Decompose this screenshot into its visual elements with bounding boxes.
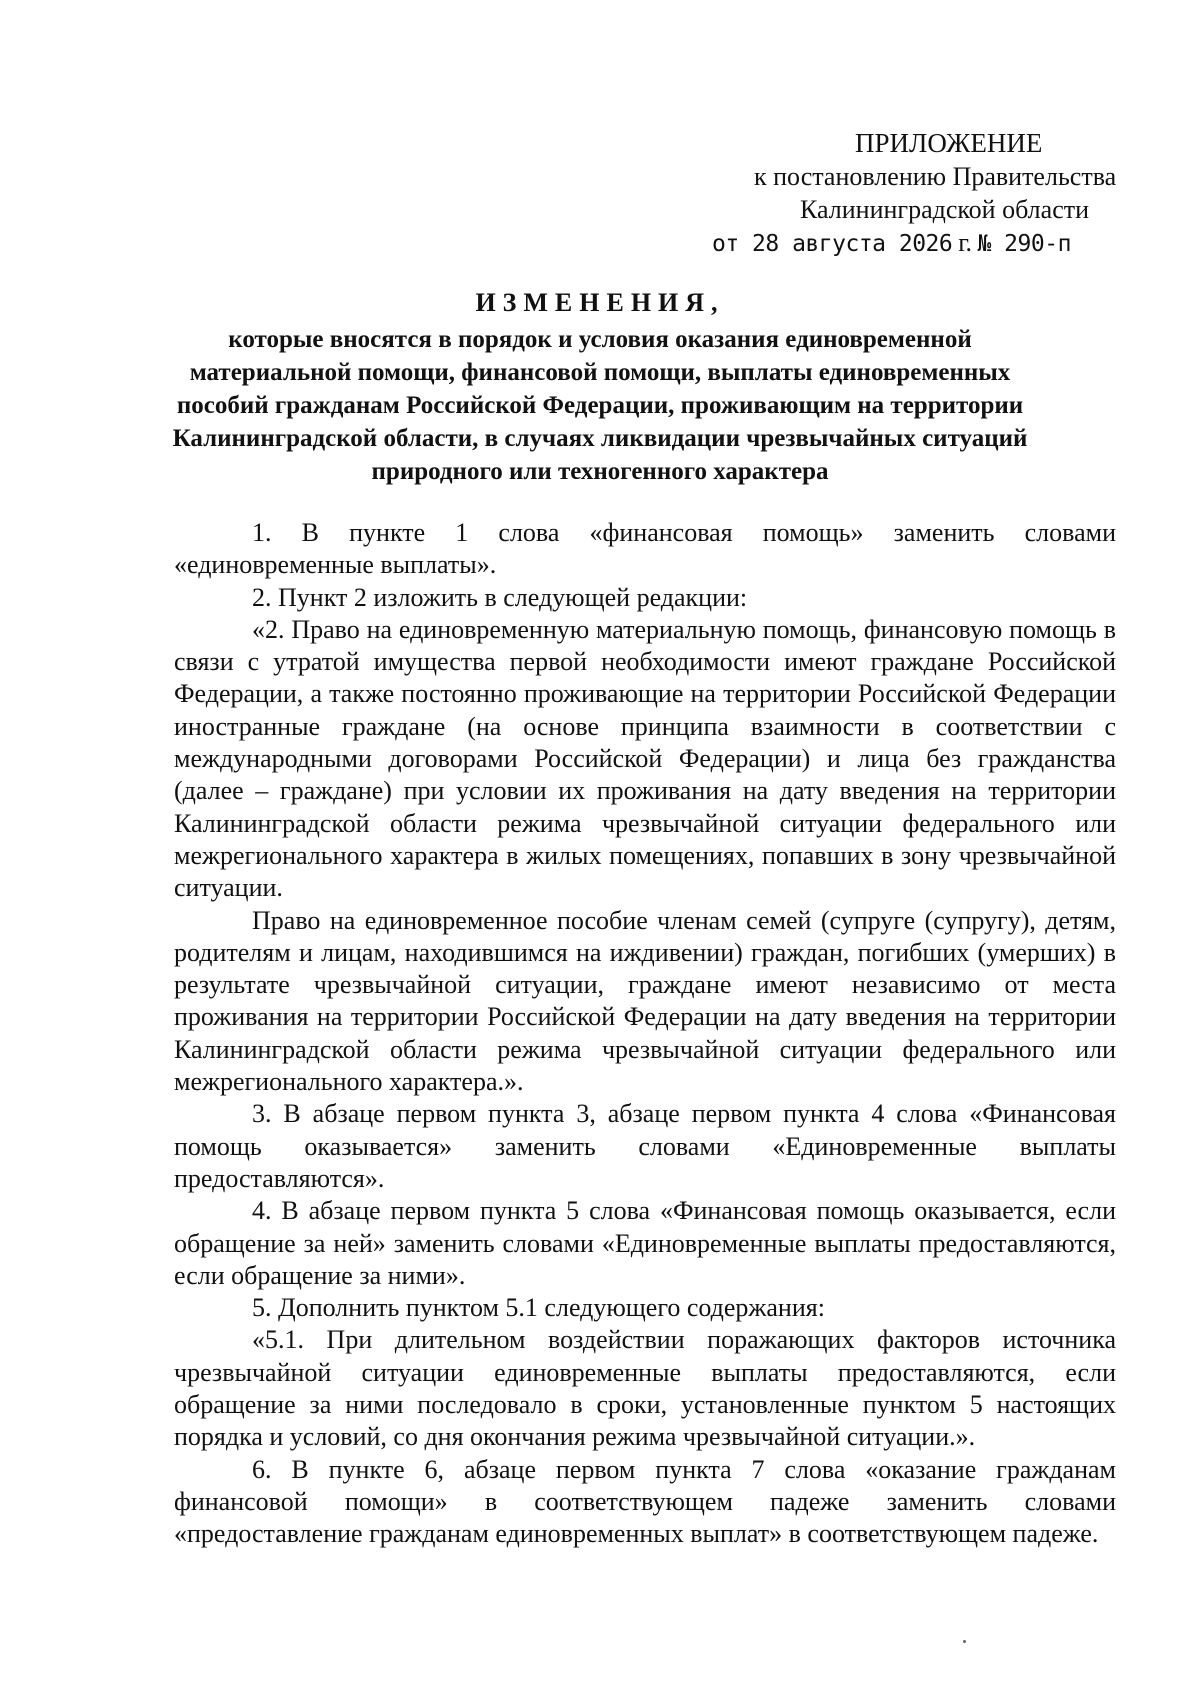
appendix-number: № 290-п bbox=[977, 231, 1071, 257]
document-body bbox=[174, 517, 1116, 1551]
appendix-block bbox=[690, 127, 1117, 261]
appendix-line-region: Калининградской области bbox=[800, 195, 1090, 224]
appendix-line-resolution: к постановлению Правительства bbox=[754, 162, 1117, 191]
paragraph-5: 3. В абзаце первом пункта 3, абзаце первом пункта 4 слова «Финансовая помощь оказывается» заменить словами «Единовременные выплаты предоставляются». bbox=[174, 1099, 1116, 1193]
appendix-line-date-number bbox=[690, 226, 1110, 261]
paragraph-8: «5.1. При длительном воздействии поражающих факторов источника чрезвычайной ситуации единовременные выплаты предоставляются, если обращение за ними последовало в сроки, установленные пунктом 5 настоящих порядка и условий, со дня окончания режима чрезвычайной ситуации.». bbox=[174, 1325, 1116, 1452]
appendix-year-suffix: г. bbox=[952, 228, 978, 257]
paragraph-1: 1. В пункте 1 слова «финансовая помощь» заменить словами «единовременные выплаты». bbox=[174, 518, 1116, 580]
appendix-date: от 28 августа 2026 bbox=[712, 231, 953, 257]
heading-subtitle: которые вносятся в порядок и условия оказания единовременной материальной помощи, финансовой помощи, выплаты единовременных пособий гражданам Российской Федерации, проживающим на территории Калининградской области, в случаях ликвидации чрезвычайных ситуаций природного или техногенного характера bbox=[172, 326, 1028, 485]
scan-speck bbox=[963, 1640, 966, 1643]
heading-title: ИЗМЕНЕНИЯ, bbox=[475, 288, 725, 317]
paragraph-6: 4. В абзаце первом пункта 5 слова «Финансовая помощь оказывается, если обращение за ней» заменить словами «Единовременные выплаты предоставляются, если обращение за ними». bbox=[174, 1196, 1116, 1290]
appendix-title: ПРИЛОЖЕНИЕ bbox=[855, 128, 1043, 158]
paragraph-4: Право на единовременное пособие членам семей (супруге (супругу), детям, родителям и лицам, находившимся на иждивении) граждан, погибших (умерших) в результате чрезвычайной ситуации, граждане имеют независимо от места проживания на территории Российской Федерации на дату введения на территории Калининградской области режима чрезвычайной ситуации федерального или межрегионального характера.». bbox=[174, 905, 1116, 1097]
paragraph-2: 2. Пункт 2 изложить в следующей редакции: bbox=[252, 582, 748, 612]
paragraph-3: «2. Право на единовременную материальную помощь, финансовую помощь в связи с утратой имущества первой необходимости имеют граждане Российской Федерации, а также постоянно проживающие на территории Российской Федерации иностранные граждане (на основе принципа взаимности в соответствии с международными договорами Российской Федерации) и лица без гражданства (далее – граждане) при условии их проживания на дату введения на территории Калининградской области режима чрезвычайной ситуации федерального или межрегионального характера в жилых помещениях, попавших в зону чрезвычайной ситуации. bbox=[174, 614, 1116, 903]
paragraph-9: 6. В пункте 6, абзаце первом пункта 7 слова «оказание гражданам финансовой помощи» в соответствующем падеже заменить словами «предоставление гражданам единовременных выплат» в соответствующем падеже. bbox=[174, 1454, 1116, 1549]
paragraph-7: 5. Дополнить пунктом 5.1 следующего содержания: bbox=[252, 1293, 825, 1323]
document-heading bbox=[170, 286, 1030, 488]
